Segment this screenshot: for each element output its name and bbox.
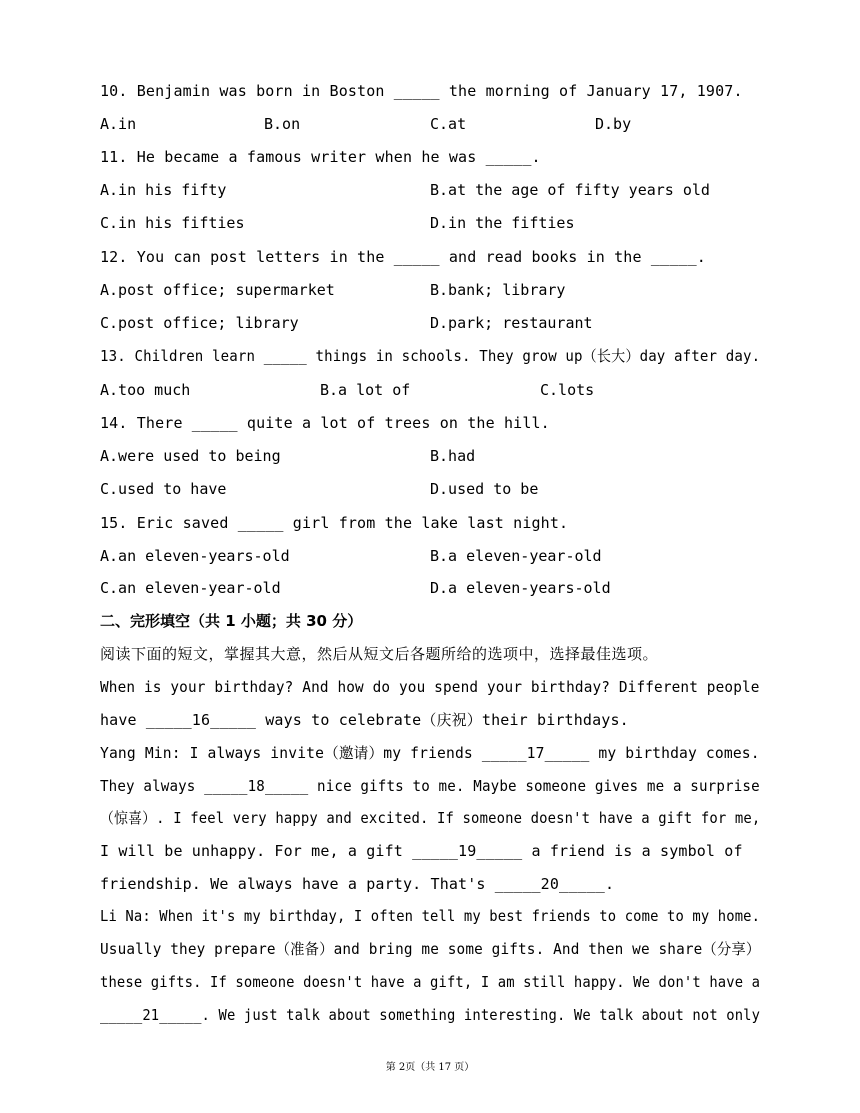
page-number-footer: 第 2页（共 17 页） [385, 1062, 475, 1073]
question-14-stem: 14. There _____ quite a lot of trees on the hill. [100, 414, 550, 432]
question-11-option-b: B.at the age of fifty years old [430, 181, 710, 199]
passage-line: these gifts. If someone doesn't have a gift, I am still happy. We don't have a [100, 973, 761, 991]
question-10-option-d: D.by [595, 115, 632, 133]
question-12-option-b: B.bank; library [430, 281, 566, 299]
question-12-stem: 12. You can post letters in the _____ and read books in the _____. [100, 248, 706, 266]
passage-line: They always _____18_____ nice gifts to me. Maybe someone gives me a surprise [100, 777, 760, 795]
question-15-stem: 15. Eric saved _____ girl from the lake last night. [100, 514, 569, 532]
question-12-option-c: C.post office; library [100, 314, 299, 332]
question-13-option-a: A.too much [100, 381, 191, 399]
question-11-option-a: A.in his fifty [100, 181, 227, 199]
question-11-option-c: C.in his fifties [100, 214, 245, 232]
passage-line: （惊喜）. I feel very happy and excited. If someone doesn't have a gift for me, [100, 809, 761, 827]
section-2-instruction: 阅读下面的短文，掌握其大意，然后从短文后各题所给的选项中，选择最佳选项。 [100, 645, 659, 663]
question-11-option-d: D.in the fifties [430, 214, 575, 232]
passage-line: Yang Min: I always invite（邀请）my friends _____17_____ my birthday comes. [100, 744, 760, 762]
passage-line: friendship. We always have a party. That's _____20_____. [100, 875, 615, 893]
question-13-stem: 13. Children learn _____ things in schools. They grow up（长大）day after day. [100, 347, 761, 365]
question-14-option-a: A.were used to being [100, 447, 281, 465]
passage-line: _____21_____. We just talk about something interesting. We talk about not only [100, 1006, 761, 1024]
question-14-option-c: C.used to have [100, 480, 227, 498]
question-10-option-a: A.in [100, 115, 137, 133]
passage-line: I will be unhappy. For me, a gift _____19_____ a friend is a symbol of [100, 842, 743, 860]
question-13-option-b: B.a lot of [320, 381, 411, 399]
section-2-heading: 二、完形填空（共 1 小题；共 30 分） [100, 612, 363, 630]
question-15-option-a: A.an eleven-years-old [100, 547, 290, 565]
passage-line: Li Na: When it's my birthday, I often tell my best friends to come to my home. [100, 907, 761, 925]
question-14-option-d: D.used to be [430, 480, 539, 498]
question-12-option-d: D.park; restaurant [430, 314, 593, 332]
question-15-option-b: B.a eleven-year-old [430, 547, 602, 565]
question-10-option-c: C.at [430, 115, 467, 133]
question-12-option-a: A.post office; supermarket [100, 281, 335, 299]
passage-line: When is your birthday? And how do you spend your birthday? Different people [100, 678, 760, 696]
passage-line: Usually they prepare（准备）and bring me some gifts. And then we share（分享） [100, 940, 761, 958]
question-14-option-b: B.had [430, 447, 476, 465]
question-15-option-c: C.an eleven-year-old [100, 579, 281, 597]
question-11-stem: 11. He became a famous writer when he was _____. [100, 148, 541, 166]
question-13-option-c: C.lots [540, 381, 595, 399]
question-10-stem: 10. Benjamin was born in Boston _____ the morning of January 17, 1907. [100, 82, 743, 100]
question-10-option-b: B.on [264, 115, 301, 133]
question-15-option-d: D.a eleven-years-old [430, 579, 611, 597]
passage-line: have _____16_____ ways to celebrate（庆祝）their birthdays. [100, 711, 629, 729]
